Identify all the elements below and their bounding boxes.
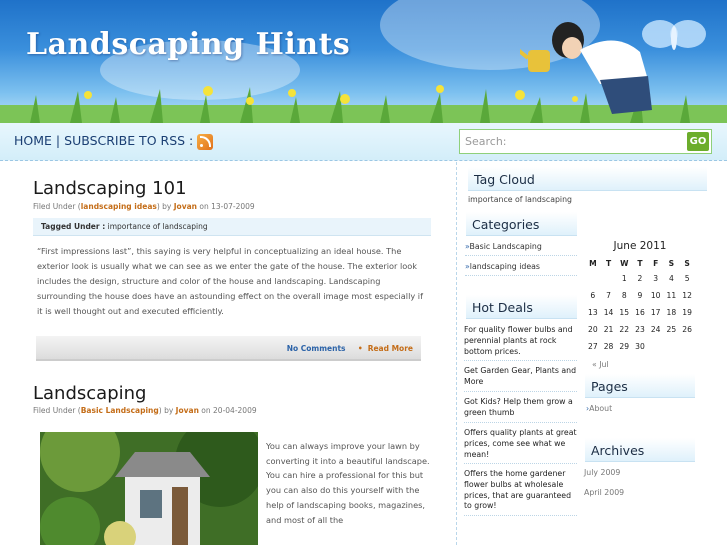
read-more-link[interactable]: • Read More <box>358 344 413 353</box>
calendar-day: 23 <box>635 325 645 334</box>
deal-item[interactable]: Get Garden Gear, Plants and More <box>464 366 577 392</box>
calendar-day: 7 <box>606 291 611 300</box>
tag-cloud-item[interactable]: importance of landscaping <box>468 195 572 204</box>
calendar-day: 24 <box>650 325 661 334</box>
post-date: on 20-04-2009 <box>201 406 257 415</box>
category-link[interactable]: landscaping ideas <box>80 202 157 211</box>
butterfly-decoration <box>640 14 710 64</box>
calendar-day-header: S <box>668 258 675 268</box>
calendar-caption: June 2011 <box>613 240 667 252</box>
author-link[interactable]: Jovan <box>175 406 199 415</box>
calendar-day: 20 <box>588 325 598 334</box>
categories-heading: Categories <box>466 212 577 236</box>
calendar-day: 10 <box>650 291 661 300</box>
calendar-day <box>585 270 601 287</box>
post-meta <box>33 406 257 415</box>
calendar-day-header: S <box>684 258 690 268</box>
category-item[interactable] <box>465 258 577 276</box>
calendar-day-header: M <box>589 258 597 268</box>
category-item[interactable] <box>465 238 577 256</box>
post-body: “First impressions last”, this saying is very helpful in conceptualizing an ideal house. The exterior look is usually what we can see as we enter the gate of the house. The exterior look includes the design, structure and color of the house and landscaping. Landscaping surrounding the house does have an astounding effect on the overall image most especially if it is well thought out and executed efficiently. <box>37 246 423 316</box>
tagged-under-bar <box>33 218 431 236</box>
meta-filed-label: Filed Under ( <box>33 406 81 415</box>
site-header <box>0 0 727 123</box>
calendar-day: 15 <box>619 308 630 317</box>
page-label: About <box>589 404 613 413</box>
calendar-day-header: T <box>637 258 643 268</box>
calendar-day: 28 <box>603 342 614 351</box>
calendar-day: 21 <box>603 325 614 334</box>
nav-subscribe-link[interactable]: SUBSCRIBE TO RSS : <box>64 132 194 148</box>
search-input[interactable] <box>460 130 684 153</box>
deal-item[interactable]: Got Kids? Help them grow a green thumb <box>464 397 577 423</box>
site-title[interactable]: Landscaping Hints <box>26 27 351 62</box>
calendar-day-header: T <box>605 258 612 268</box>
calendar-day: 12 <box>682 291 692 300</box>
calendar-week <box>585 270 695 287</box>
rss-icon[interactable] <box>197 134 213 150</box>
calendar-day: 26 <box>682 325 692 334</box>
calendar-week <box>585 321 695 338</box>
tag-cloud-heading: Tag Cloud <box>468 167 707 191</box>
calendar-day-header: W <box>620 258 629 268</box>
author-link[interactable]: Jovan <box>173 202 197 211</box>
calendar-day: 13 <box>588 308 598 317</box>
nav-links <box>14 132 213 148</box>
comments-link[interactable]: No Comments <box>286 344 346 353</box>
search-box <box>459 129 712 154</box>
calendar-day: 2 <box>637 274 643 283</box>
pages-heading: Pages <box>585 374 695 398</box>
deal-item[interactable]: For quality flower bulbs and perennial plants at rock bottom prices. <box>464 325 577 361</box>
meta-by-label: ) by <box>156 202 172 211</box>
calendar-day: 16 <box>635 308 645 317</box>
calendar-day: 19 <box>682 308 692 317</box>
calendar-table <box>585 256 695 355</box>
calendar <box>585 240 695 355</box>
calendar-day <box>601 270 617 287</box>
calendar-day: 27 <box>588 342 598 351</box>
calendar-day: 25 <box>666 325 677 334</box>
calendar-day: 9 <box>637 291 643 300</box>
calendar-day: 5 <box>684 274 690 283</box>
calendar-day: 29 <box>619 342 630 351</box>
hot-deals-heading: Hot Deals <box>466 295 577 319</box>
calendar-day: 22 <box>619 325 630 334</box>
calendar-week <box>585 287 695 304</box>
post-body: You can always improve your lawn by converting it into a beautiful landscape. You can hire a professional for this but you can also do this yourself with the help of landscaping books, magazines, and most of all the <box>266 441 430 525</box>
calendar-day: 17 <box>650 308 661 317</box>
deal-item[interactable]: Offers quality plants at great prices, come see what we mean! <box>464 428 577 464</box>
calendar-day: 4 <box>668 274 674 283</box>
calendar-day: 14 <box>603 308 614 317</box>
calendar-day: 6 <box>590 291 596 300</box>
nav-home-link[interactable]: HOME <box>14 132 52 148</box>
calendar-day-header: F <box>653 258 659 268</box>
post-meta <box>33 202 255 211</box>
archive-link[interactable]: July 2009 <box>584 468 621 477</box>
category-label: Basic Landscaping <box>469 242 542 251</box>
post-title[interactable]: Landscaping 101 <box>33 178 187 199</box>
calendar-week <box>585 338 695 355</box>
tagged-label: Tagged Under : <box>41 222 106 231</box>
calendar-day: 30 <box>635 342 645 351</box>
calendar-week <box>585 304 695 321</box>
search-go-button[interactable]: GO <box>687 132 709 151</box>
deal-item[interactable]: Offers the home gardener flower bulbs at wholesale prices, that are guaranteed to grow! <box>464 469 577 516</box>
calendar-day <box>679 338 695 355</box>
calendar-day: 3 <box>653 274 659 283</box>
calendar-day: 11 <box>666 291 677 300</box>
post-date: on 13-07-2009 <box>199 202 255 211</box>
archive-link[interactable]: April 2009 <box>584 488 625 497</box>
post-title[interactable]: Landscaping <box>33 383 147 404</box>
archives-heading: Archives <box>585 438 695 462</box>
nav-separator: | <box>55 132 61 148</box>
category-link[interactable]: Basic Landscaping <box>80 406 159 415</box>
calendar-day <box>648 338 664 355</box>
tag-link[interactable]: importance of landscaping <box>107 222 208 231</box>
garden-house-photo <box>40 432 258 545</box>
about-link[interactable] <box>586 404 612 413</box>
calendar-day: 18 <box>666 308 677 317</box>
calendar-day: 8 <box>621 291 627 300</box>
calendar-day: 1 <box>621 274 627 283</box>
calendar-day <box>664 338 680 355</box>
post-footer <box>36 336 421 361</box>
meta-by-label: ) by <box>158 406 174 415</box>
meta-filed-label: Filed Under ( <box>33 202 81 211</box>
calendar-prev-link[interactable]: « Jul <box>592 360 609 369</box>
category-label: landscaping ideas <box>469 262 540 271</box>
